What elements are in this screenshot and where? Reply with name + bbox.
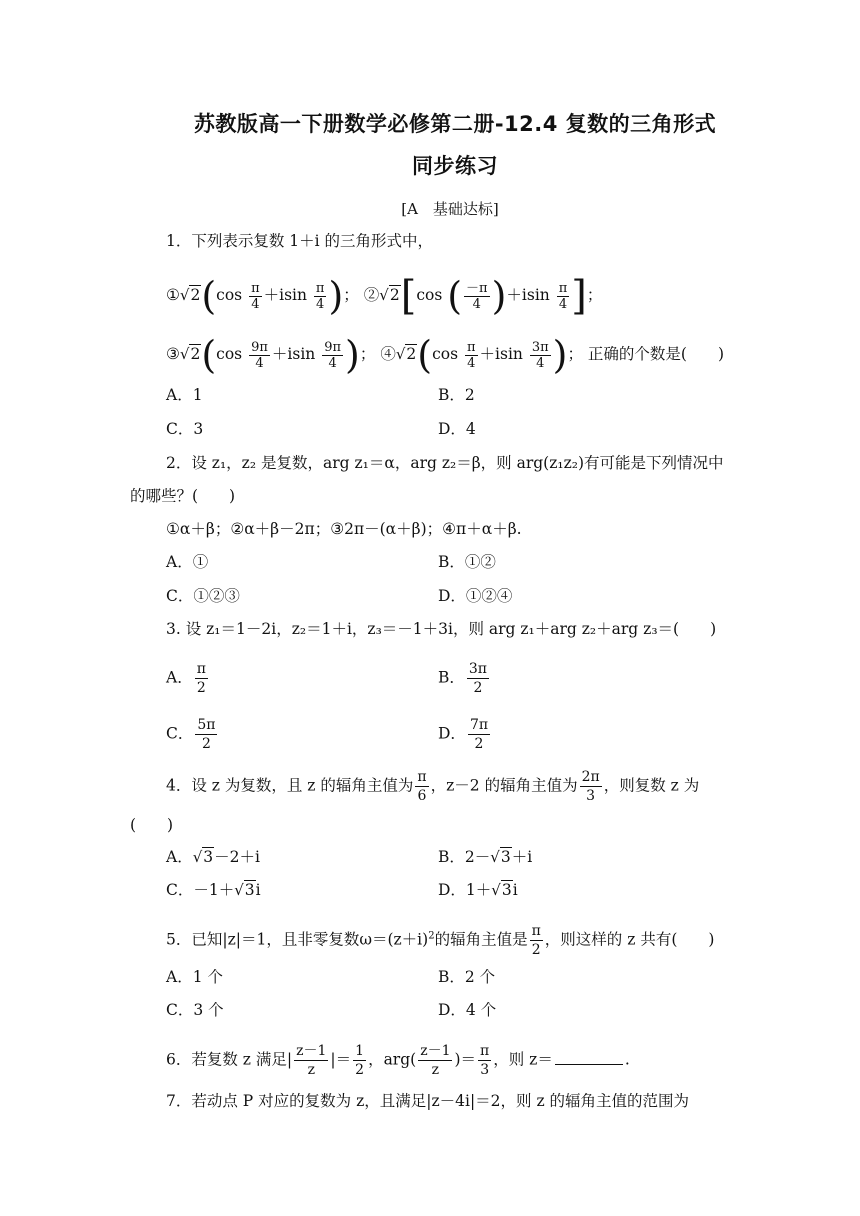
question-1-option-a: A．1: [166, 386, 203, 404]
question-2-option-c: C．①②③: [166, 587, 240, 605]
question-5-option-d: D．4 个: [438, 1001, 497, 1019]
document-title: 苏教版高一下册数学必修第二册-12.4 复数的三角形式: [193, 112, 717, 136]
question-4-stem-cont: ( ): [130, 816, 174, 834]
question-4-stem: 4．设 z 为复数，且 z 的辐角主值为 $\frac{\pi}{6}$ ，z－2 的辐角主值为 $\frac{2\pi}{3}$ ，则复数 z 为: [166, 769, 700, 804]
question-4-option-d: D．1＋√3i: [438, 881, 518, 899]
question-1-option-c: C．3: [166, 420, 204, 438]
question-4-option-a: A．√3－2＋i: [166, 848, 260, 866]
question-4-option-b: B．2－√3＋i: [438, 848, 533, 866]
question-5-option-a: A．1 个: [166, 968, 223, 986]
question-2-cases: ①α＋β；②α＋β－2π；③2π－(α＋β)；④π＋α＋β.: [166, 520, 522, 538]
question-1-stem: 1．下列表示复数 1＋i 的三角形式中，: [166, 232, 434, 250]
question-3-option-c: C． $\frac{5\pi}{2}$: [166, 717, 216, 752]
question-5-option-c: C．3 个: [166, 1001, 224, 1019]
question-3-stem: 3. 设 z₁＝1－2i，z₂＝1＋i，z₃＝－1＋3i，则 arg z₁＋arg z₂＋arg z₃＝( ): [166, 620, 717, 638]
question-2-option-a: A．①: [166, 553, 209, 571]
question-4-option-c: C．－1＋√3i: [166, 881, 261, 899]
answer-blank: [555, 1064, 623, 1065]
question-2-stem: 2．设 z₁，z₂ 是复数，arg z₁＝α，arg z₂＝β，则 arg(z₁z₂)有可能是下列情况中: [166, 454, 724, 472]
question-2-option-d: D．①②④: [438, 587, 513, 605]
question-2-stem-cont: 的哪些？( ): [130, 487, 236, 505]
question-1-forms-a: ①√2(cos $\frac{\pi}{4}$ ＋isin $\frac{\pi}{4}$ )； ②√2[cos ( $\frac{-\pi}{4}$ )＋isin $\frac{\pi}{4}$ ]；: [166, 273, 603, 319]
section-heading: [A 基础达标]: [401, 200, 499, 218]
question-1-forms-b: ③√2(cos $\frac{9\pi}{4}$ ＋isin $\frac{9\pi}{4}$ )； ④√2(cos $\frac{\pi}{4}$ ＋isin $\frac{3\pi}{4}$ )； 正确的个数是( ): [166, 333, 725, 377]
question-1-option-b: B．2: [438, 386, 475, 404]
document-title-line2: 同步练习: [412, 154, 498, 178]
question-3-option-d: D． $\frac{7\pi}{2}$: [438, 717, 489, 752]
question-3-option-b: B． $\frac{3\pi}{2}$: [438, 661, 487, 696]
question-6-stem: 6．若复数 z 满足| $\frac{z-1}{z}$ |＝ $\frac{1}{2}$ ，arg( $\frac{z-1}{z}$ )＝ $\frac{\pi}{3}$ ，则 z＝ .: [166, 1043, 630, 1078]
question-5-stem: 5．已知|z|＝1，且非零复数$\omega=(z+i)^2$的辐角主值是 $\frac{\pi}{2}$ ，则这样的 z 共有( ): [166, 923, 715, 958]
question-5-option-b: B．2 个: [438, 968, 496, 986]
question-1-option-d: D．4: [438, 420, 476, 438]
question-3-option-a: A． $\frac{\pi}{2}$: [166, 661, 206, 696]
question-7-stem: 7．若动点 P 对应的复数为 z，且满足|z－4i|＝2，则 z 的辐角主值的范围为: [166, 1092, 690, 1110]
question-2-option-b: B．①②: [438, 553, 496, 571]
